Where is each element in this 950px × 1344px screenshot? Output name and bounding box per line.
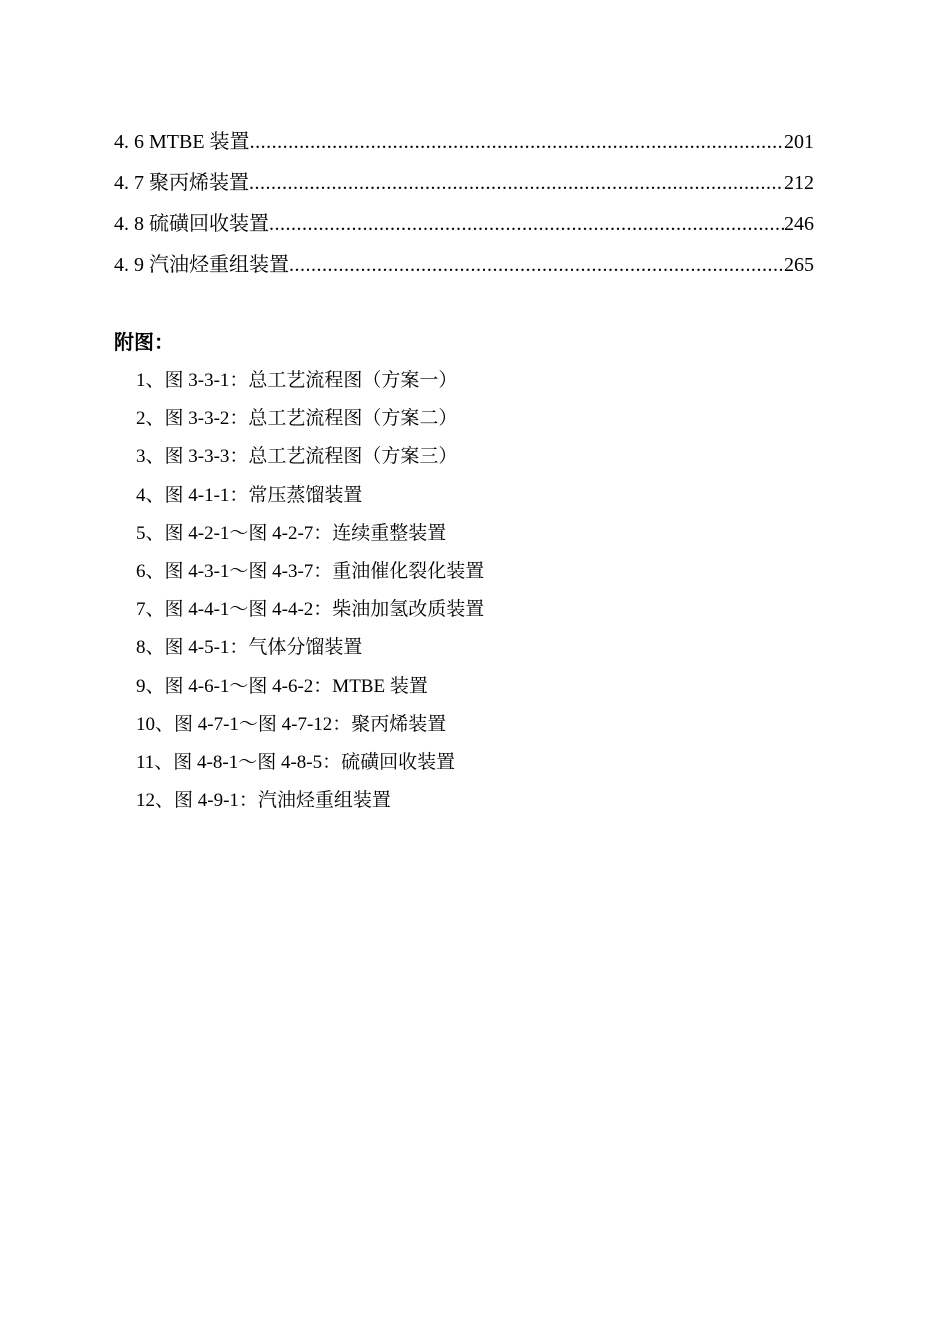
toc-entry-title: 4. 8 硫磺回收装置 <box>114 213 269 235</box>
toc-entry-page: 265 <box>784 254 814 276</box>
toc-entry-title: 4. 9 汽油烃重组装置 <box>114 254 289 276</box>
figure-list-item: 4、图 4-1-1：常压蒸馏装置 <box>136 484 363 506</box>
toc-entry[interactable] <box>114 249 814 290</box>
figure-list-item: 1、图 3-3-1：总工艺流程图（方案一） <box>136 370 458 391</box>
figure-list-item: 12、图 4-9-1：汽油烃重组装置 <box>136 790 391 812</box>
appendix-figure-list <box>136 366 484 824</box>
figure-list-item: 11、图 4-8-1～图 4-8-5：硫磺回收装置 <box>136 751 456 773</box>
toc-dot-leader <box>250 126 784 158</box>
toc-entry-title: 4. 7 聚丙烯装置 <box>114 172 249 194</box>
toc-entry[interactable] <box>114 208 814 249</box>
toc-entry-page: 201 <box>784 131 814 153</box>
figure-list-item: 3、图 3-3-3：总工艺流程图（方案三） <box>136 446 458 468</box>
toc-entry-page: 246 <box>784 213 814 235</box>
figure-list-item: 10、图 4-7-1～图 4-7-12：聚丙烯装置 <box>136 713 447 735</box>
figure-list-item: 7、图 4-4-1～图 4-4-2：柴油加氢改质装置 <box>136 599 485 621</box>
toc-entry-title: 4. 6 MTBE 装置 <box>114 131 250 153</box>
toc-entry-page: 212 <box>784 172 814 194</box>
toc-entry[interactable] <box>114 126 814 167</box>
appendix-heading: 附图： <box>114 330 174 354</box>
table-of-contents <box>114 126 814 290</box>
toc-dot-leader <box>289 249 784 281</box>
toc-dot-leader <box>269 208 784 240</box>
toc-entry[interactable] <box>114 167 814 208</box>
toc-dot-leader <box>249 167 784 199</box>
figure-list-item: 6、图 4-3-1～图 4-3-7：重油催化裂化装置 <box>136 560 485 582</box>
figure-list-item: 2、图 3-3-2：总工艺流程图（方案二） <box>136 408 458 430</box>
figure-list-item: 8、图 4-5-1：气体分馏装置 <box>136 637 363 659</box>
figure-list-item: 5、图 4-2-1～图 4-2-7：连续重整装置 <box>136 522 447 544</box>
figure-list-item: 9、图 4-6-1～图 4-6-2：MTBE 装置 <box>136 675 428 697</box>
